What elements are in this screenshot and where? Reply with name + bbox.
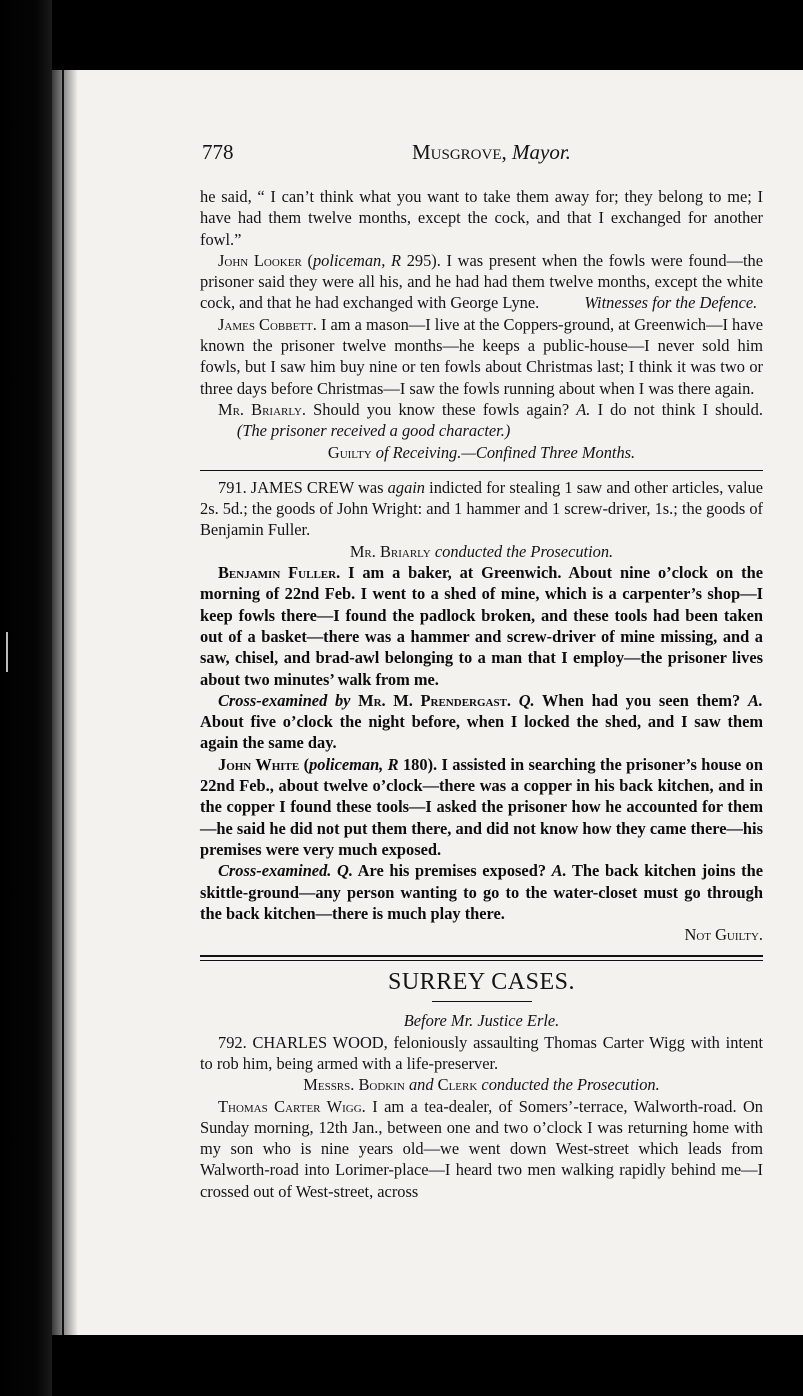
paragraph-1: he said, “ I can’t think what you want to take them away for; they belong to me; I have had them twelve months, except the cock, and that I exchanged for another fowl.” xyxy=(200,187,763,249)
speaker-name: John Looker xyxy=(218,250,302,270)
page-number: 778 xyxy=(202,140,234,164)
section-title-rule xyxy=(432,1001,532,1002)
spine-shadow xyxy=(52,70,78,1335)
paragraph-7 xyxy=(200,562,763,690)
verdict-sentence: of Receiving.—Confined Three Months. xyxy=(375,442,636,462)
answer-text: The back kitchen joins the skittle-ground—any person wanting to go to the water-closet must go through the back kitchen—there is much play there. xyxy=(200,861,763,923)
running-head xyxy=(0,0,803,180)
scan-mark xyxy=(6,632,8,672)
running-title xyxy=(412,140,571,165)
testimony-text: I assisted in searching the prisoner’s house on 22nd Feb., about twelve o’clock—there was a copper in his back kitchen, and in the copper I found these tools—I asked the prisoner how he accounted for them—he said he did not put them there, and did not know how they came there—his premises were very much exposed. xyxy=(200,754,763,859)
paragraph-8 xyxy=(200,690,763,754)
section-title: SURREY CASES. xyxy=(388,969,575,996)
speaker-name: Thomas Carter Wigg. xyxy=(218,1096,366,1116)
paragraph-4 xyxy=(200,399,763,442)
testimony-text: I am a baker, at Greenwich. About nine o’clock on the morning of 22nd Feb. I went to a shed of mine, which is a carpenter’s shop—I keep fowls there—I found the padlock broken, and these tools had been taken out of a basket—there was a hammer and screw-driver of mine missing, and a saw, chisel, and brad-awl belonging to a man that I employ—the prisoner lives about two minutes’ walk from me. xyxy=(200,563,763,689)
answer-marker: A. xyxy=(576,399,591,419)
paragraph-12 xyxy=(200,1074,763,1095)
question-text: When had you seen them? xyxy=(542,690,741,710)
question-text: Are his premises exposed? xyxy=(357,861,547,881)
paragraph-2: John Looker (policeman, R 295). I was present when the fowls were found—the prisoner said they were all his, and he had had them twelve months, except the white cock, and that he had exchanged with George Lyne. Witnesses for the Defence. xyxy=(200,250,763,313)
cross-examined-label: Cross-examined by xyxy=(218,690,351,710)
section-divider xyxy=(200,955,763,961)
speaker-badge: 180). xyxy=(402,754,438,774)
speaker-name: James Cobbett. xyxy=(218,314,317,334)
spine-line xyxy=(62,70,64,1335)
scan-edge xyxy=(0,0,52,1396)
counsel-name: Mr. Briarly xyxy=(349,541,431,561)
speaker-badge: 295). xyxy=(406,250,441,270)
speaker-role: policeman, R xyxy=(312,250,401,270)
subheading: Witnesses for the Defence. xyxy=(584,293,758,313)
paragraph-3 xyxy=(200,314,763,399)
counsel-name: Clerk xyxy=(437,1075,478,1095)
counsel-name: Messrs. Bodkin xyxy=(303,1075,405,1095)
question-marker: Q. xyxy=(518,690,535,710)
verdict-word: Guilty xyxy=(327,442,372,462)
counsel-name: Mr. M. Prendergast. xyxy=(358,690,512,710)
paragraph-13 xyxy=(200,1096,763,1202)
case-divider xyxy=(200,470,763,471)
testimony-text: I was present when the fowls were found—the prisoner said they were all his, and he had had them twelve months, except the white cock, and that he had exchanged with George Lyne. xyxy=(200,250,763,313)
answer-marker: A. xyxy=(551,861,567,881)
verdict-1 xyxy=(200,442,763,463)
paragraph-6 xyxy=(200,541,763,562)
verdict-2: Not Guilty. xyxy=(684,925,763,945)
character-note: (The prisoner received a good character.) xyxy=(236,421,511,441)
cross-examined-label: Cross-examined. xyxy=(218,861,332,881)
speaker-name: Benjamin Fuller. xyxy=(218,563,341,583)
paragraph-9: John White (policeman, R 180). I assisted in searching the prisoner’s house on 22nd Feb., about twelve o’clock—there was a copper in his back kitchen, and in the copper I found these tools—I asked the prisoner how he accounted for them—he said he did not put them there, and did not know how they came there—his premises were very much exposed. xyxy=(200,754,763,859)
running-title-name: Musgrove, xyxy=(412,140,507,164)
judge-line: Before Mr. Justice Erle. xyxy=(403,1011,560,1031)
case-heading: 791. JAMES CREW was xyxy=(218,477,384,497)
running-title-role: Mayor. xyxy=(512,140,571,164)
indictment-text: indicted for stealing 1 saw and other articles, value 2s. 5d.; the goods of John Wright: and 1 hammer and 1 screw-driver, 1s.; the goods of Benjamin Fuller. xyxy=(200,477,764,540)
prosecution-note: conducted the Prosecution. xyxy=(481,1075,660,1095)
answer-text: I do not think I should. xyxy=(597,399,763,419)
and-word: and xyxy=(408,1075,434,1095)
speaker-name: Mr. Briarly. xyxy=(218,399,307,419)
answer-marker: A. xyxy=(747,690,763,710)
again-word: again xyxy=(387,477,426,497)
testimony-text: I am a tea-dealer, of Somers’-terrace, Walworth-road. On Sunday morning, 12th Jan., between one and two o’clock I was returning home with my son who is nine years old—we went down West-street which leads from Walworth-road into Lorimer-place—I heard two men walking rapidly behind me—I crossed out of West-street, across xyxy=(200,1096,763,1201)
speaker-role: policeman, R xyxy=(309,754,399,774)
answer-text: About five o’clock the night before, when I locked the shed, and I saw them again the same day. xyxy=(200,712,763,753)
speaker-name: John White xyxy=(218,754,300,774)
testimony-text: I am a mason—I live at the Coppers-ground, at Greenwich—I have known the prisoner twelve months—he keeps a public-house—I never sold him fowls, but I saw him buy nine or ten fowls about Christmas last; I think it was two or three days before Christmas—I saw the fowls running about when I was there again. xyxy=(200,314,763,398)
paragraph-10 xyxy=(200,860,763,924)
question-marker: Q. xyxy=(337,861,353,881)
paragraph-5 xyxy=(200,477,763,541)
prosecution-note: conducted the Prosecution. xyxy=(434,541,614,561)
paragraph-11: 792. CHARLES WOOD, feloniously assaulting Thomas Carter Wigg with intent to rob him, being armed with a life-preserver. xyxy=(200,1032,763,1073)
page-body xyxy=(200,186,763,1202)
question-text: Should you know these fowls again? xyxy=(313,399,570,419)
